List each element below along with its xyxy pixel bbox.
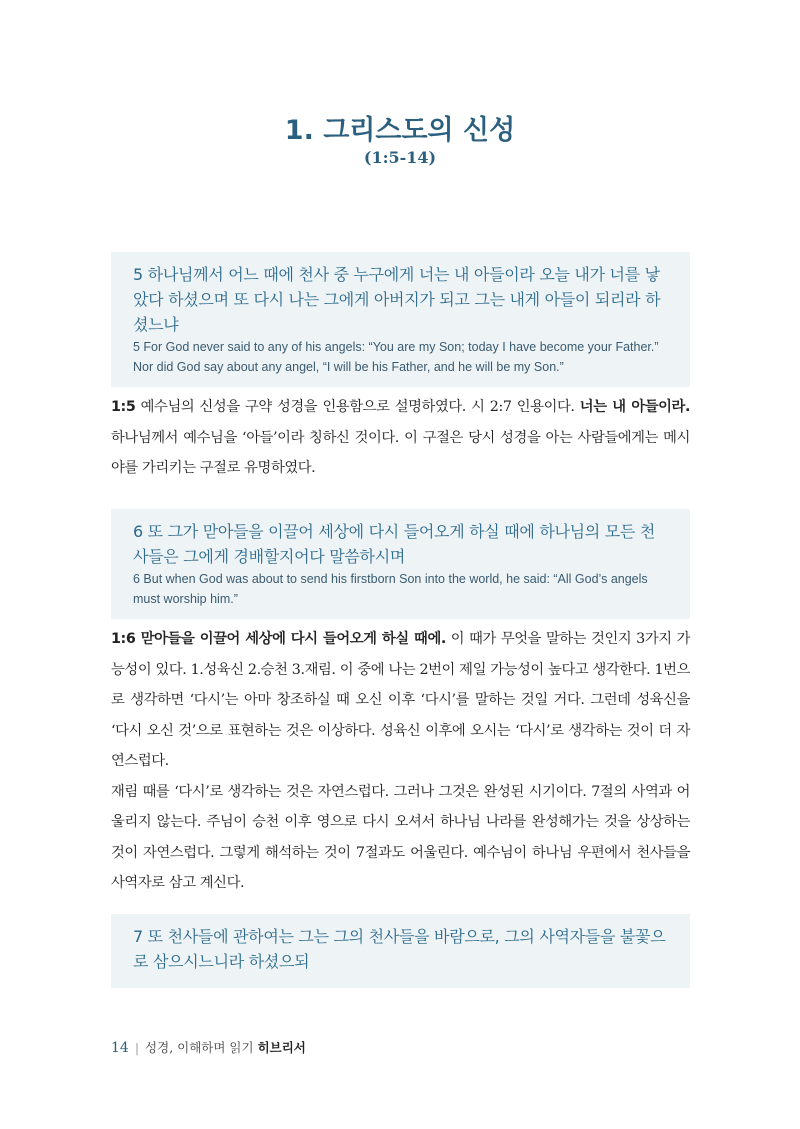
verse-reference: 1:5 bbox=[111, 399, 136, 415]
verse-english: 6 But when God was about to send his firstborn Son into the world, he said: “All God’s angels must worship him.” bbox=[133, 572, 648, 606]
book-title: 히브리서 bbox=[257, 1040, 306, 1055]
verse-box-5 bbox=[111, 252, 690, 387]
page-footer bbox=[111, 1038, 306, 1056]
verse-korean: 7 또 천사들에 관하여는 그는 그의 천사들을 바람으로, 그의 사역자들을 불꽃으로 삼으시느니라 하셨으되 bbox=[133, 927, 666, 971]
emphasis-text: 너는 내 아들이라. bbox=[579, 399, 691, 415]
commentary-paragraph: 재림 때를 ‘다시’로 생각하는 것은 자연스럽다. 그러나 그것은 완성된 시기이다. 7절의 사역과 어울리지 않는다. 주님이 승천 이후 영으로 다시 오셔서 하나님 나라를 완성해가는 것을 상상하는 것이 자연스럽다. 그렇게 해석하는 것이 7절과도 어울린다. 예수님이 하나님 우편에서 천사들을 사역자로 삼고 계신다. bbox=[111, 783, 690, 891]
page-number: 14 bbox=[111, 1040, 129, 1056]
series-title: 성경, 이해하며 읽기 bbox=[145, 1040, 254, 1055]
commentary-1-6 bbox=[111, 624, 690, 899]
commentary-text: 하나님께서 예수님을 ‘아들’이라 칭하신 것이다. 이 구절은 당시 성경을 아는 사람들에게는 메시야를 가리키는 구절로 유명하였다. bbox=[111, 429, 690, 476]
verse-korean: 6 또 그가 맏아들을 이끌어 세상에 다시 들어오게 하실 때에 하나님의 모든 천사들은 그에게 경배할지어다 말씀하시며 bbox=[133, 522, 655, 566]
chapter-title: 1. 그리스도의 신성 bbox=[284, 115, 516, 146]
chapter-subtitle: (1:5-14) bbox=[363, 148, 437, 167]
verse-english: 5 For God never said to any of his angels: “You are my Son; today I have become your Father.” Nor did God say about any angel, “I will be his Father, and he will be my Son.” bbox=[133, 340, 659, 374]
commentary-text: 이 때가 무엇을 말하는 것인지 3가지 가능성이 있다. 1.성육신 2.승천 3.재림. 이 중에 나는 2번이 제일 가능성이 높다고 생각한다. 1번으로 생각하면 ‘다시’는 아마 창조하실 때 오신 이후 ‘다시’를 말하는 것일 거다. 그런데 성육신을 ‘다시 오신 것’으로 표현하는 것은 이상하다. 성육신 이후에 오시는 ‘다시’로 생각하는 것이 더 자연스럽다. bbox=[111, 631, 691, 769]
verse-box-6 bbox=[111, 509, 690, 619]
verse-reference: 1:6 맏아들을 이끌어 세상에 다시 들어오게 하실 때에. bbox=[111, 631, 446, 647]
commentary-text: 예수님의 신성을 구약 성경을 인용함으로 설명하였다. 시 2:7 인용이다. bbox=[135, 399, 580, 415]
footer-separator: | bbox=[134, 1040, 140, 1055]
verse-korean: 5 하나님께서 어느 때에 천사 중 누구에게 너는 내 아들이라 오늘 내가 너를 낳았다 하셨으며 또 다시 나는 그에게 아버지가 되고 그는 내게 아들이 되리라 하셨느냐 bbox=[133, 265, 661, 334]
verse-box-7 bbox=[111, 914, 690, 988]
commentary-1-5 bbox=[111, 392, 690, 484]
